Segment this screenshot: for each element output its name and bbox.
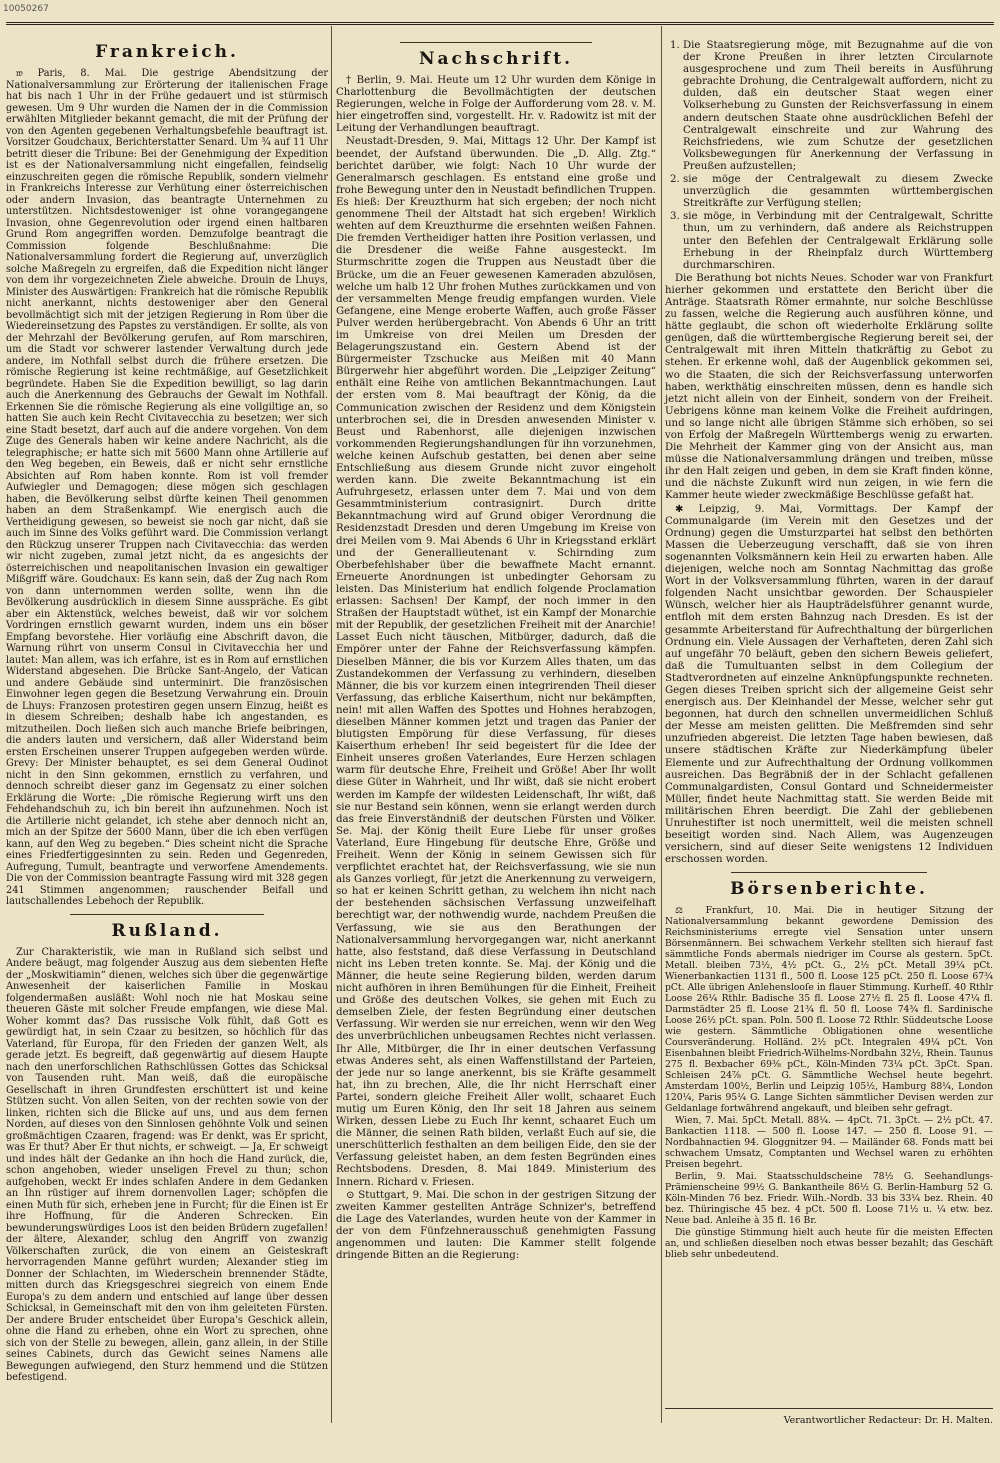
market-wien: Wien, 7. Mai. 5pCt. Metall. 88¼. — 4pCt. 71. 3pCt. — 2½ pCt. 47. Bankactien 1118. — 500 fl. Loose 147. — 250 fl. Loose 91. — Nordbahnactien 94. Gloggnitzer 94. — Mailänder 68. Fonds matt bei schwachem Umsatz, Comptanten und Wechsel waren zu erhöhten Preisen begehrt. (665, 1115, 993, 1171)
article-berlin: † Berlin, 9. Mai. Heute um 12 Uhr wurden dem Könige in Charlottenburg die Bevollmächtigten der deutschen Regierungen, welche in Folge der Aufforderung vom 28. v. M. hier eingetroffen sind, vorgestellt. Hr. v. Radowitz ist mit der Leitung der Verhandlungen beauftragt. (336, 75, 656, 135)
market-frankfurt: ⚖ Frankfurt, 10. Mai. Die in heutiger Sitzung der Nationalversammlung bekannt gewordene Demission des Reichsministeriums erregte viel Sensation unter unsern Börsenmännern. Bei schwachem Verkehr stellten sich hierauf fast sämmtliche Fonds abermals niedriger im Course als gestern. 5pCt. Metall. bleiben 73½, 4½ pCt. G., 2½ pCt. Metall 39¼ pCt. Wienerbankactien 1131 fl., 500 fl. Loose 125 pCt. 250 fl. Loose 67¾ pCt. Alle übrigen Anlehenslooſe in flauer Stimmung. Kurheſſ. 40 Rthlr Loose 26¼ Rthlr. Badische 35 fl. Loose 27½ fl. 25 fl. Loose 47¼ fl. Darmstädter 25 fl. Loose 21¾ fl. 50 fl. Loose 74¾ fl. Sardinische Loose 26½ pCt. span. Poln. 500 fl. Loose 72 Rthlr. Süddeutsche Loose wie gestern. Sämmtliche Obligationen ohne wesentliche Coursveränderung. Holländ. 2½ pCt. Integralen 49¼ pCt. Von Eisenbahnen bleibt Friedrich-Wilhelms-Nordbahn 32½, Rhein. Taunus 275 fl. Bexbacher 69⅜ pCt., Köln-Minden 73¼ pCt. 3pCt. Span. Schleisen 24⅞ pCt. G. Sämmtliche Wechsel heute begehrt. Amsterdam 100½, Berlin und Leipzig 105½, Hamburg 88¼, London 120¼, Paris 95¼ G. Lange Sichten sämmtlicher Devisen werden zur Geldanlage fortwährend angekauft, und bleiben sehr gefragt. (665, 905, 993, 1115)
resolution-list (665, 40, 993, 272)
article-paris: 𝔴 Paris, 8. Mai. Die gestrige Abendsitzung der Nationalversammlung zur Erörterung der italienischen Frage hat bis nach 1 Uhr in der Frühe gedauert und ist stürmisch gewesen. Um 9 Uhr wurden die Namen der in die Commission erwählten Mitglieder bekannt gemacht, die mit der Prüfung der von den Agenten gegebenen Verhaltungsbefehle beauftragt ist. Vorsitzer Goudchaux, Berichterstatter Senard. Um ¾ auf 11 Uhr betritt dieser die Tribune: Bei der Genehmigung der Expedition ist es der Nationalversammlung nicht eingefallen, feindselig einzuschreiten gegen die römische Republik, sondern vielmehr in Frankreichs Interesse zur Verhütung einer österreichischen oder andern Invasion, das beantragte Unternehmen zu unterstützen. Nichtsdestoweniger ist ohne vorangegangene Invasion, ohne Gegenrevolution oder irgend einen haltbaren Grund Rom angegriffen worden. Demzufolge beantragt die Commission folgende Beschlußnahme: Die Nationalversammlung fordert die Regierung auf, unverzüglich solche Maßregeln zu ergreifen, daß die Expedition nicht länger von dem ihr vorgezeichneten Ziele abweiche. Drouin de Lhuys, Minister des Auswärtigen: Frankreich hat die römische Republik nicht anerkannt, nichts destoweniger aber den General bevollmächtigt sich mit der jetzigen Regierung in Rom über die Wiedereinsetzung des Papstes zu verständigen. Er sollte, als von der Mehrzahl der Bevölkerung gerufen, auf Rom marschiren, um die Stadt vor schwerer lastender Verwaltung durch jede andere, im Nothfall selbst durch die frühere ersetzen. Die römische Regierung ist keine rechtmäßige, auf Gesetzlichkeit begründete. Haben Sie die Expedition bewilligt, so lag darin auch die Anerkennung des Gebrauchs der Gewalt im Nothfall. Erkennen Sie die römische Regierung als eine vollgiltige an, so hatten Sie auch kein Recht Civitavecchia zu besetzen; wer sich eine Stadt besetzt, darf auch auf die andere vorgehen. Von dem Zuge des Generals haben wir keine andere Nachricht, als die telegraphische; er hatte sich mit 5600 Mann ohne Artillerie auf den Weg begeben, ein Beweis, daß er nicht sehr ernstliche Absichten auf Rom haben konnte. Rom ist voll fremder Aufwiegler und Demagogen; diese mögen sich geschlagen haben, die Bevölkerung selbst dürfte keinen Theil genommen haben an dem Straßenkampf. Wie energisch auch die Vertheidigung gewesen, so beweist sie noch gar nicht, daß sie auch im Sinne des Volks geführt ward. Die Commission verlangt den Rückzug unserer Truppen nach Civitavecchia: das werden wir nicht zugeben, zumal jetzt nicht, da es angesichts der österreichischen und neapolitanischen Invasion ein gewaltiger Mißgriff wäre. Goudchaux: Es kann sein, daß der Zug nach Rom von dann unternommen werden sollte, wenn ihn die Bevölkerung ausdrücklich in diesem Sinne ausspräche. Es gibt aber ein Aktenstück, welches beweist, daß wir vor solchem Vordringen ernstlich gewarnt wurden, indem uns ein böser Empfang bevorstehe. Hier vorläufig eine Abschrift davon, die Warnung rührt von unserm Consul in Civitavecchia her und lautet: Man allem, was ich erfahre, ist es in Rom auf ernstlichen Widerstand abgesehen. Die Brücke Sant-Angelo, der Vatican und andere Gebäude sind unterminirt. Die französischen Einwohner legen gegen die Besetzung Verwahrung ein. Drouin de Lhuys: Franzosen protestiren gegen unsern Einzug, heißt es in diesem Schreiben; deshalb habe ich angestanden, es mitzutheilen. Doch ließen sich auch manche Briefe beibringen, die anders lauten und versichern, daß aller Widerstand beim ersten Erscheinen unserer Truppen aufgegeben werden würde. Grevy: Der Minister behauptet, es sei dem General Oudinot nicht in den Sinn gekommen, ernstlich zu verfahren, und dennoch schreibt dieser ganz im Gegensatz zu einer solchen Erklärung die Worte: „Die römische Regierung wirft uns den Fehdehandschuh zu, ich bin bereit ihn aufzunehmen. Noch ist die Artillerie nicht gelandet, ich stehe aber dennoch nicht an, mich an der Spitze der 5600 Mann, über die ich eben verfügen kann, auf den Weg zu begeben.“ Dies scheint nicht die Sprache eines Friedfertiggesinnten zu sein. Reden und Gegenreden, Aufregung, Tumult, beantragte und verworfene Amendements. Die von der Commission beantragte Fassung wird mit 328 gegen 241 Stimmen angenommen; rauschender Beifall und lautschallendes Lebehoch der Republik. (6, 68, 328, 907)
separator (70, 914, 263, 915)
archive-id-stamp: 10050267 (3, 4, 49, 14)
section-heading-nachschrift: Nachschrift. (418, 49, 574, 69)
list-item: 2. sie möge der Centralgewalt zu diesem Zwecke unverzüglich die gesammten württembergischen Streitkräfte zur Verfügung stellen; (683, 174, 993, 210)
editor-credit: Verantwortlicher Redacteur: Dr. H. Malten. (665, 1408, 993, 1426)
list-item: 3. sie möge, in Verbindung mit der Centralgewalt, Schritte thun, um zu verhindern, daß andere als Reichstruppen unter den Befehlen der Centralgewalt Erklärung solle Erhebung in der Rheinpfalz durch Württemberg durchmarschiren. (683, 211, 993, 271)
column-divider-2 (661, 26, 662, 1423)
article-leipzig: ✱ Leipzig, 9. Mai, Vormittags. Der Kampf der Communalgarde (im Verein mit den Gesetzes und der Ordnung) gegen die Umsturzpartei hat selbst den bethörten Massen die Ueberzeugung verschafft, daß sie von ihren sogenannten Volksmännern kein Heil zu erwarten haben. Alle diejenigen, welche noch am Sonntag Nachmittag das große Wort in der Volksversammlung führten, waren in der darauf folgenden Nacht unsichtbar geworden. Der Schauspieler Wünsch, welcher hier als Haupträdelsführer genannt wurde, entfloh mit dem ersten Bahnzug nach Dresden. Es ist der gesammte Arbeiterstand für Aufrechthaltung der bürgerlichen Ordnung ein. Viele Aussagen der Verhafteten, deren Zahl sich auf ungefähr 70 beläuft, geben den sichern Beweis geliefert, daß die Tumultuanten selbst in dem Collegium der Stadtverordneten auf einzelne Anknüpfungspunkte rechneten. Gegen dieses Treiben spricht sich der allgemeine Geist sehr energisch aus. Der Kleinhandel der Messe, welcher sehr gut begonnen, hat durch den schnellen unvermeidlichen Schluß der Messe am meisten gelitten. Die Meßfremden sind sehr unzufrieden abgereist. Die letzten Tage haben bewiesen, daß unsere städtischen Kräfte zur Niederkämpfung übeler Elemente und zur Aufrechthaltung der Ordnung vollkommen ausreichen. Das Begräbniß der in der Schlacht gefallenen Communalgardisten, Consul Gontard und Schneidermeister Müller, findet heute Nachmittag statt. Sie werden Beide mit militärischen Ehren beerdigt. Die Zahl der gebliebenen Unruhestifter ist noch unermittelt, weil die meisten schnell beseitigt worden sind. Nach Allem, was Augenzeugen versichern, sind auf dieser Seite wenigstens 12 Individuen erschossen worden. (665, 503, 993, 866)
market-berlin-note: Die günstige Stimmung hielt auch heute für die meisten Effecten an, und schließen dieselben noch etwas besser bezahlt; das Geschäft blieb sehr unbedeutend. (665, 1227, 993, 1261)
column-2 (336, 40, 656, 1263)
article-stuttgart: ⊙ Stuttgart, 9. Mai. Die schon in der gestrigen Sitzung der zweiten Kammer gestellten Anträge Schnizer's, betreffend die Lage des Vaterlandes, wurden heute von der Kammer in der von dem Fünfzehnerausschuß genehmigten Fassung angenommen und lauten: Die Kammer stellt folgende dringende Bitten an die Regierung: (336, 1189, 656, 1262)
market-berlin: Berlin, 9. Mai. Staatsschuldscheine 78½ G. Seehandlungs-Prämienscheine 99½ G. Bankantheile 86½ G. Berlin-Hamburg 52 G. Köln-Minden 76 bez. Friedr. Wilh.-Nordb. 33 bis 33¼ bez. Rhein. 40 bez. Thüringische 45 bez. 4 pCt. 500 fl. Loose 71½ u. ¼ etw. bez. Neue bad. Anleihe à 35 fl. 16 Br. (665, 1171, 993, 1227)
section-heading-russland: Rußland. (111, 920, 223, 941)
article-russland: Zur Charakteristik, wie man in Rußland sich selbst und Andere beäugt, mag folgender Auszug aus dem siebenten Hefte der „Moskwitiamin“ dienen, welches sich über die gegenwärtige Anwesenheit der kaiserlichen Familie in Moskau folgendermaßen ausläßt: Wohl noch nie hat Moskau seine theueren Gäste mit solcher Freude empfangen, wie diese Mal. Woher kommt das? Das russische Volk fühlt, daß Gott es gewürdigt hat, in sein Czaar zu besitzen, so höchlich für das Vaterland, für Europa, für den Frieden der ganzen Welt, als gerade jetzt. Es begreift, daß gegenwärtig auf diesem Haupte nach den unerforschlichen Rathschlüssen Gottes das Schicksal von Tausenden ruht. Man weiß, daß die europäische Gesellschaft in ihren Grundfesten erschüttert ist und keine Stützen sucht. Von allen Seiten, von der rechten sowie von der linken, richten sich die Blicke auf uns, und aus dem fernen Norden, auf dieses von den Sinnlosen gehöhnte Volk und seinen großmächtigen Czaaren, fragend: was Er denkt, was Er spricht, was Er thut? Aber Er thut nichts, er schweigt. — Ja, Er schweigt und indes hält der Gedanke an ihn hoch die Hand zurück, die, schon angehoben, wieder unseligen Frevel zu thun; schon aufgehoben, weckt Er indes schlafen Andere in dem Gedanken an Ihn rüstiger auf ihrem dornenvollen Lager; schöpfen die einen Muth für sich, erheben jene in Furcht; für die Einen ist Er ihre Hoffnung, für die Anderen Schrecken. Ein bewunderungswürdiges Loos ist den beiden Brüdern zugefallen! der ältere, Alexander, schlug den Angriff von zwanzig Völkerschaften zurück, die von einem an Geisteskraft hervorragenden Manne geführt wurden; Alexander stieg im Donner der Schlachten, im Wiederschein brennender Städte, mitten durch das Kriegsgeschrei siegreich von einem Ende Europa's zu dem andern und entschied auf lange über dessen Schicksal, in Gemeinschaft mit den von ihm geleiteten Fürsten. Der andere Bruder entscheidet über Europa's Geschick allein, ohne die Hand zu erheben, ohne ein Wort zu sprechen, ohne sich von der Stelle zu bewegen, allein, ganz allein, in der Stille seines Cabinets, durch das Gewicht seines Namens alle Bewegungen aufwiegend, den Sturz hemmend und die Stützen befestigend. (6, 946, 328, 1383)
column-divider-1 (331, 26, 332, 1423)
section-heading-frankreich: Frankreich. (95, 42, 239, 62)
column-3 (665, 40, 993, 1261)
article-dresden: Neustadt-Dresden, 9. Mai, Mittags 12 Uhr. Der Kampf ist beendet, der Aufstand überwunden. Die „D. Allg. Ztg.“ berichtet darüber, wie folgt: Nach 10 Uhr wurde der Generalmarsch geschlagen. Es entstand eine große und frohe Bewegung unter den in Neustadt befindlichen Truppen. Es hieß: Der Kreuzthurm hat sich ergeben; der noch nicht genommene Theil der Altstadt hat sich ergeben! Wirklich wehten auf dem Kreuzthurme die ersehnten weißen Fahnen. Die fremden Vertheidiger hatten ihre Position verlassen, und die Dresdener die weiße Fahne ausgesteckt. Im Sturmschritte zogen die Truppen aus Neustadt über die Brücke, um die an Feuer gewesenen Kameraden abzulösen, welche um halb 12 Uhr frohen Muthes zurückkamen und von der versammelten Menge freudig empfangen wurden. Viele Gefangene, eine Menge eroberte Waffen, auch große Fässer Pulver werden herübergebracht. Von Abends 6 Uhr an tritt im Umkreise von drei Meilen um Dresden der Belagerungszustand ein. Gestern Abend ist der Bürgermeister Tzschucke aus Meißen mit 40 Mann Bürgerwehr hier abgeführt worden. Die „Leipziger Zeitung“ enthält eine Reihe von amtlichen Bekanntmachungen. Laut der ersten vom 8. Mai beauftragt der König, da die Communication zwischen der Residenz und dem Königstein unterbrochen sei, die in Dresden anwesenden Minister v. Beust und Rabenhorst, alle diejenigen inzwischen vorkommenden Regierungshandlungen für ihn vorzunehmen, welche keinen Aufschub gestatten, bei denen aber seine Entschließung aus diesem Grunde nicht zuvor eingeholt werden kann. Die zweite Bekanntmachung ist ein Aufruhrgesetz, erlassen unter dem 7. Mai und von dem Gesammtministerium contrasignirt. Durch dritte Bekanntmachung wird auf Grund obiger Verordnung die Residenzstadt Dresden und deren Umgebung im Kreise von drei Meilen vom 9. Mai Abends 6 Uhr in Kriegsstand erklärt und der Generallieutenant v. Schirnding zum Oberbefehlshaber über die bewaffnete Macht ernannt. Erneuerte Anordnungen ist unbedingter Gehorsam zu leisten. Das Ministerium hat endlich folgende Proclamation erlassen: Sachsen! Der Kampf, der noch immer in den Straßen der Hauptstadt wüthet, ist ein Kampf der Monarchie mit der Republik, der gesetzlichen Freiheit mit der Anarchie! Lasset Euch nicht täuschen, Mitbürger, dadurch, daß die Empörer unter der Fahne der Reichsverfassung kämpfen. Dieselben Männer, die bis vor Kurzem Alles thaten, um das Zustandekommen der Verfassung zu verhindern, dieselben Männer, die bis vor kurzem einen integrirenden Theil dieser Verfassung, das erbliche Kaiserthum, nicht nur bekämpften, nein! mit allen Waffen des Spottes und Hohnes herabzogen, dieselben Männer kommen jetzt und tragen das Panier der blutigsten Empörung für diese Verfassung, für dieses Kaiserthum erheben! Ihr seid begeistert für die Idee der Einheit unseres großen Vaterlandes, Eure Herzen schlagen warm für deutsche Ehre, Freiheit und Größe! Aber Ihr wollt diese Güter in Wahrheit, und Ihr wißt, daß sie nicht erobert werden im Kampfe der wildesten Leidenschaft, Ihr wißt, daß sie nur Bestand sein können, wenn sie erlangt werden durch das freie Einverständniß der deutschen Fürsten und Völker. Se. Maj. der König theilt Eure Liebe für unser großes Vaterland, Eure Hingebung für deutsche Ehre, Größe und Freiheit. Wenn der König in seinem Gewissen sich für verpflichtet erachtet hat, der Reichsverfassung, wie sie nun als Ganzes vorliegt, für jetzt die Anerkennung zu verweigern, so hat er keinen Schritt gethan, zu welchem ihn nicht nach der bestehenden sächsischen Verfassung unzweifelhaft berechtigt war, der nothwendig wurde, nachdem Preußen die Verfassung, wie sie aus den Berathungen der Nationalversammlung hervorgegangen war, nicht anerkannt hatte, also feststand, daß diese Verfassung in Deutschland nicht ins Leben treten konnte. Se. Maj. der König und die Männer, die heute seine Regierung bilden, werden darum nicht aufhören in ihren Bemühungen für die Einheit, Freiheit und Größe des deutschen Volkes, sie gehen mit Euch zu demselben Ziele, der festen Begründung einer deutschen Verfassung. Wir werden sie nur erreichen, wenn wir den Weg des unverbrüchlichen unbeugsamen Rechtes nicht verlassen. Ihr Alle, Mitbürger, die Ihr in einer deutschen Verfassung etwas Anderes seht, als einen Waffenstillstand der Parteien, der jede nur so lange anerkennt, bis sie Kräfte gesammelt hat, ihn zu brechen, Alle, die Ihr nicht Herrschaft einer Partei, sondern gleiche Freiheit Aller wollt, schaaret Euch mutig um Euren König, den Ihr seit 18 Jahren aus seinem Wirken, dessen Liebe zu Euch Ihr kennt, schaaret Euch um die Männer, die seinen Rath bilden, verlaßt Euch auf sie, die unerschütterlich festhalten an dem beiligen Eide, den sie der Verfassung geleistet haben, an dem festen Begründen eines Rechtsbodens. Dresden, 8. Mai 1849. Ministerium des Innern. Richard v. Friesen. (336, 136, 656, 1188)
separator (731, 872, 928, 873)
separator (400, 42, 592, 43)
top-rule (6, 22, 994, 25)
article-stuttgart-cont: Die Berathung bot nichts Neues. Schoder war von Frankfurt hierher gekommen und erstattete den Bericht über die Anträge. Staatsrath Römer ermahnte, nur solche Beschlüsse zu fassen, welche die Regierung auch ausführen könne, und hätte geglaubt, die schon oft wiederholte Erklärung sollte genügen, daß die württembergische Regierung bereit sei, der Centralgewalt mit ihren Mitteln thatkräftig zu Gebot zu stehen. Er erkenne wohl, daß der Augenblick gekommen sei, wo die Staaten, die sich der Reichsverfassung unterworfen haben, werkthätig einschreiten müssen, denn es handle sich jetzt nicht allein von der Einheit, sondern von der Freiheit. Uebrigens könne man keinem Volke die Freiheit aufdringen, und so lange nicht alle übrigen Stämme sich erhöben, so sei von Erfolg der Maßregeln Württembergs wenig zu erwarten. Die Mehrheit der Kammer ging von der Ansicht aus, man müsse die Nationalversammlung drängen und treiben, müsse ihr den Halt zeigen und geben, in dem sie Kraft finden könne, und die nächste Zukunft wird nun zeigen, in wie fern die Kammer heute wieder zweckmäßige Beschlüsse gefaßt hat. (665, 272, 993, 502)
section-heading-boersenberichte: Börsenberichte. (730, 879, 928, 900)
column-1 (6, 40, 328, 1385)
list-item: 1. Die Staatsregierung möge, mit Bezugnahme auf die von der Krone Preußen in ihrer letzten Circularnote ausgesprochene und zum Theil bereits in Ausführung gebrachte Drohung, die Centralgewalt auffordern, nicht zu dulden, daß ein deutscher Staat wegen einer Volkserhebung zu Gunsten der Reichsverfassung in einem andern deutschen Staate ohne ausdrücklichen Befehl der Centralgewalt einschreite und zur Wahrung des Reichsfriedens, wie zum Schutze der gesetzlichen Volksbewegungen für Anerkennung der Verfassung in Preußen aufzustellen; (683, 40, 993, 173)
